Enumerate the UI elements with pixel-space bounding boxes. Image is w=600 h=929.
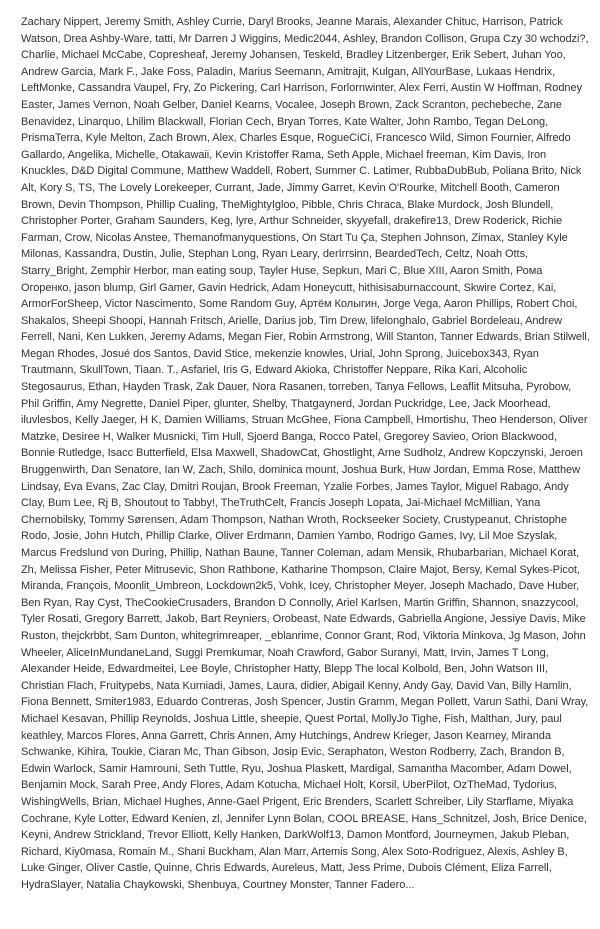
supporter-names-paragraph: Zachary Nippert, Jeremy Smith, Ashley Currie, Daryl Brooks, Jeanne Marais, Alexander Chituc, Harrison, Patrick Watson, Drea Ashby-Ware, tatti, Mr Darren J Wiggins, Medic2044, Ashley, Brandon Collison, Grupa Czy 30 wchodzi?, Charlie, Michael McCabe, Copresheaf, Jeremy Johansen, Teskeld, Bradley Litzenberger, Erik Sebert, Juhan Yoo, Andrew Garcia, Mark F., Jake Foss, Paladin, Marius Seemann, Amitrajit, Kulgan, AllYourBase, Lukaas Hendrix, LeftMonke, Cassandra Vaupel, Fry, Zo Pickering, Carl Harrison, Forlornwinter, Alex Ferri, Austin W Hoffman, Rodney Easter, James Vernon, Noah Gelber, Daniel Kearns, Vocalee, Joseph Brown, Zack Scranton, pechebeche, Zane Benavidez, Linarquo, Lhilim Blackwall, Florian Cech, Bryan Torres, Kate Walter, John Rambo, Tegan DeLong, PrismaTerra, Kyle Melton, Zach Brown, Alex, Charles Esque, RogueCiCi, Francesco Wild, Simon Fournier, Alfredo Gallardo, Angelika, Michelle, Otakawaii, Kevin Kristoffer Rama, Seth Apple, Michael freeman, Kim Davis, Iron Knuckles, D&D Digital Commune, Matthew Waddell, Robert, Summer C. Latimer, RubbaDubBub, Poliana Brito, Nick Alt, Kory S, TS, The Lovely Lorekeeper, Currant, Jade, Jimmy Garret, Kevin O'Rourke, Mitchell Booth, Cameron Brown, Devin Thompson, Phillip Cualing, TheMightyIgloo, Pibble, Chris Chraca, Blake Murdock, Josh Blundell, Christopher Porter, Graham Saunders, Keg, lyre, Arthur Schneider, skyyefall, drakefire13, Drew Roderick, Richie Farman, Crow, Nicolas Anstee, Themanofmanyquestions, On Start Tu Ça, Stephen Johnson, Zimax, Stanley Kyle Milonas, Kassandra, Dustin, Julie, Stephan Long, Ryan Leary, derIrrsinn, BeardedTech, Celtz, Noah Otts, Starry_Bright, Zemphir Herbor, man eating soup, Tayler Huse, Sepkun, Mari C, Blue XIII, Aaron Smith, Рома Огоренко, jason blump, Girl Gamer, Gavin Hedrick, Adam Honeycutt, hithisisaburnaccount, Skwire Cortez, Kai, ArmorForSheep, Victor Nascimento, Some Random Guy, Артём Колыгин, Jorge Vega, Aaron Phillips, Robert Choi, Shakalos, Sheepi Shoopi, Hannah Fritsch, Arielle, Darius job, Tim Drew, lifelonghalo, Gabriel Bordeleau, Andrew Ferrell, Nani, Ken Lukken, Jeremy Adams, Megan Fier, Robin Armstrong, Will Stanton, Tanner Edwards, Brian Stilwell, Megan Rhodes, Josué dos Santos, David Stice, mekenzie knowles, Urial, John Sprong, Juicebox343, Ryan Trautmann, SkullTown, Tiaan. T., Asfariel, Iris G, Edward Akioka, Christoffer Neppare, Rika Kari, Alcoholic Stegosaurus, Ethan, Hayden Trask, Zak Dauer, Nora Rasanen, torreben, Tanya Fellows, Leaflit Mitsuha, Pyrobow, Phil Griffin, Amy Negrette, Daniel Piper, glunter, Shelby, Thatgaynerd, Jordan Puckridge, Lee, Jack Moorhead, iluvlesbos, Kelly Jaeger, H K, Damien Williams, Struan McGhee, Fiona Campbell, Hmortishu, Theo Henderson, Oliver Matzke, Desiree H, Walker Musnicki, Tim Hull, Sjoerd Banga, Rocco Patel, Gregorey Savieo, Orion Blackwood, Bonnie Rutledge, Isacc Butterfield, Elsa Maxwell, ShadowCat, Ghostlight, Arne Sudholz, Andrew Kopczynski, Jeroen Bruggenwirth, Dan Senatore, Ian W, Zach, Shilo, dominica mount, Joshua Burk, Huw Jordan, Emma Rose, Matthew Lindsay, Eva Evans, Zac Clay, Dmitri Roujan, Brook Freeman, Yzalie Forbes, James Taylor, Miguel Rabago, Andy Clay, Bum Lee, Rj B, Shoutout to Tabby!, TheTruthCelt, Francis Joseph Lopata, Jai-Michael McMillian, Yana Chernobilsky, Tommy Sørensen, Adam Thompson, Nathan Wroth, Rockseeker Society, Crustypeanut, Christophe Rodo, Josie, John Hutch, Phillip Clarke, Oliver Erdmann, Damien Yambo, Rodrigo Games, Ivy, Lil Moe Szyslak, Marcus Fredslund von During, Phillip, Nathan Baune, Tanner Coleman, adam Mensik, Rhubarbarian, Michael Korat, Zh, Melissa Fisher, Peter Mitrusevic, Shon Rathbone, Katharine Thompson, Claire Majot, Bersy, Kemal Sykes-Picot, Miranda, François, Moonlit_Umbreon, Lockdown2k5, Vohk, Icey, Christopher Meyer, Joseph Machado, Dave Huber, Ben Ryan, Ray Cyst, TheCookieCrusaders, Brandon D Connolly, Ariel Karlsen, Martin Griffin, Shannon, snazzycool, Tyler Rosati, Gregory Barrett, Jakob, Bart Reyniers, Orobeast, Nate Edwards, Gabriella Angione, Jessiye Davis, Mike Ruston, thejckrbbt, Sam Dunton, whitegrimreaper, _eblanrime, Connor Grant, Rod, Viktoria Minkova, Jg Mason, John Wheeler, AliceInMundaneLand, Suggi Premkumar, Noah Crawford, Gabor Suranyi, Matt, Irvin, James T Long, Alexander Heide, Edwardmeitei, Lee Boyle, Christopher Hatty, Blepp The local Kolbold, Ben, John Watson III, Christian Flach, Fruitypebs, Nata Kurniadi, James, Laura, didier, Abigail Kenny, Andy Gay, David Van, Billy Hamlin, Fiona Bennett, Smiter1983, Eduardo Contreras, Josh Spencer, Justin Gramm, Megan Pollett, Varun Sathi, Dani Wray, Michael Kesavan, Phillip Reynolds, Joshua Little, sheepie, Quest Portal, MollyJo Tighe, Fish, Malthan, Jury, paul keathley, Marcos Flores, Anna Garrett, Chris Annen, Amy Hutchings, Andrew Krieger, Jason Kearney, Miranda Schwanke, Kihira, Toukie, Ciaran Mc, Than Gibson, Josip Evic, Seraphaton, Weston Rodberry, Zach, Brandon B, Edwin Warlock, Samir Hamrouni, Seth Tuttle, Ryu, Joshua Plaskett, Mardigal, Samantha Macomber, Adam Dowel, Benjamin Mock, Sarah Pree, Andy Flores, Adam Kotucha, Michael Holt, Korsil, UberPilot, OzTheMad, Tydorius, WishingWells, Brian, Michael Hughes, Anne-Gael Prigent, Eric Brenders, Scarlett Schreiber, Lily Starflame, Miyaka Cochrane, Kyle Lotter, Edward Kenien, zl, Jennifer Lynn Bolan, COOL BREASE, Hans_Schnitzel, Josh, Brice Denice, Keyni, Andrew Strickland, Trevor Elliott, Kelly Hanken, DarkWolf13, Damon Montford, Journeymen, Jakub Pleban, Richard, Kiy0masa, Romain M., Shani Buckham, Alan Marr, Artemis Song, Alex Soto-Rodriguez, Alexis, Ashley B, Luke Ginger, Oliver Castle, Quinne, Chris Edwards, Aureleus, Matt, Jess Prime, Dubois Clément, Eliza Farrell, HydraSlayer, Natalia Chaykowski, Shenbuya, Courtney Monster, Tanner Fadero...: [21, 16, 590, 891]
